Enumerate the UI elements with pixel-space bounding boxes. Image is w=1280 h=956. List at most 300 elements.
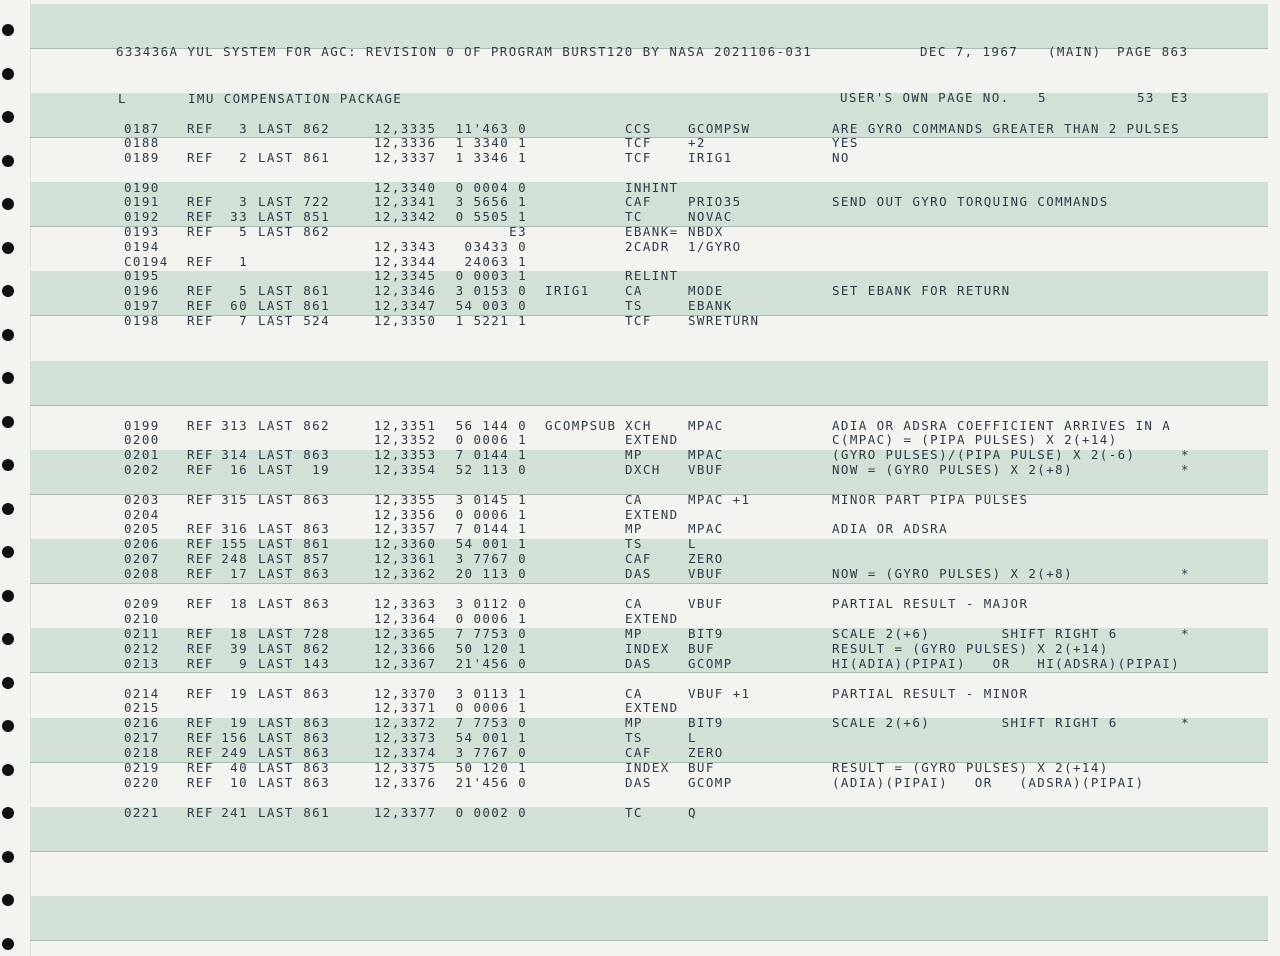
line-lastn: 861 [303,283,330,298]
line-refn: 155 [221,536,248,551]
line-word: 7 7753 0 [455,715,527,730]
line-refn: 241 [221,805,248,820]
line-word: 50 120 1 [455,641,527,656]
line-refn: 40 [230,760,248,775]
line-lastn: 863 [303,447,330,462]
line-refn: 5 [239,283,248,298]
line-refn: 39 [230,641,248,656]
line-seq: 0213 [124,656,160,671]
line-addr: 12,3377 [374,805,437,820]
line-addr: 12,3373 [374,730,437,745]
line-operand: PRIO35 [688,194,742,209]
line-addr: 12,3361 [374,551,437,566]
line-word: 52 113 0 [455,462,527,477]
line-word: 0 0006 1 [455,432,527,447]
band [30,896,1268,940]
line-seq: 0204 [124,507,160,522]
line-ref: REF [187,224,214,239]
line-refn: 9 [239,656,248,671]
tractor-hole [2,503,14,515]
line-star: * [1181,566,1190,581]
bank-number: 53 [1137,90,1155,105]
line-last: LAST [258,150,294,165]
tractor-hole [2,546,14,558]
line-comment: (ADIA)(PIPAI) OR (ADSRA)(PIPAI) [832,775,1145,790]
line-lastn: 863 [303,492,330,507]
line-addr: 12,3356 [374,507,437,522]
line-op: TS [625,298,643,313]
line-word: 0 0006 1 [455,611,527,626]
line-operand: EBANK [688,298,733,313]
line-seq: 0191 [124,194,160,209]
line-op: TC [625,805,643,820]
line-op: INDEX [625,760,670,775]
line-word: 7 0144 1 [455,447,527,462]
line-label: GCOMPSUB [545,418,617,433]
line-word: 24063 1 [464,254,527,269]
rule-line [30,940,1268,941]
line-seq: 0201 [124,447,160,462]
line-ref: REF [187,626,214,641]
tractor-hole [2,590,14,602]
line-last: LAST [258,283,294,298]
line-addr: 12,3337 [374,150,437,165]
line-last: LAST [258,462,294,477]
line-addr: 12,3355 [374,492,437,507]
line-ref: REF [187,656,214,671]
line-seq: 0190 [124,180,160,195]
line-op: CA [625,492,643,507]
line-word: 54 001 1 [455,730,527,745]
line-word: 20 113 0 [455,566,527,581]
line-word: 1 3346 1 [455,150,527,165]
tractor-hole [2,938,14,950]
line-op: RELINT [625,268,679,283]
band [30,361,1268,405]
line-addr: 12,3353 [374,447,437,462]
line-ref: REF [187,418,214,433]
line-addr: 12,3340 [374,180,437,195]
line-ref: REF [187,194,214,209]
line-refn: 2 [239,150,248,165]
line-ref: REF [187,313,214,328]
line-word: 21'456 0 [455,775,527,790]
line-op: XCH [625,418,652,433]
line-last: LAST [258,521,294,536]
tractor-hole [2,24,14,36]
line-star: * [1181,626,1190,641]
line-addr: 12,3351 [374,418,437,433]
line-seq: 0206 [124,536,160,551]
line-seq: 0200 [124,432,160,447]
line-last: LAST [258,566,294,581]
rule-line [30,405,1268,406]
line-refn: 313 [221,418,248,433]
line-last: LAST [258,418,294,433]
line-op: DAS [625,656,652,671]
line-word: 0 0004 0 [455,180,527,195]
line-addr: 12,3336 [374,135,437,150]
line-last: LAST [258,298,294,313]
line-op: TS [625,730,643,745]
tractor-hole [2,807,14,819]
line-lastn: 862 [303,121,330,136]
line-refn: 316 [221,521,248,536]
line-seq: 0208 [124,566,160,581]
line-comment: YES [832,135,859,150]
line-operand: MPAC [688,447,724,462]
line-ref: REF [187,447,214,462]
line-comment: SCALE 2(+6) SHIFT RIGHT 6 [832,626,1118,641]
line-addr: 12,3344 [374,254,437,269]
rule-line [30,851,1268,852]
line-lastn: 862 [303,418,330,433]
line-lastn: 863 [303,760,330,775]
tractor-hole [2,372,14,384]
band [30,4,1268,48]
line-lastn: 863 [303,566,330,581]
line-word: 54 003 0 [455,298,527,313]
line-op: 2CADR [625,239,670,254]
line-addr: 12,3346 [374,283,437,298]
line-op: TS [625,536,643,551]
line-refn: 18 [230,596,248,611]
line-lastn: 857 [303,551,330,566]
line-ref: REF [187,551,214,566]
line-operand: SWRETURN [688,313,760,328]
line-op: CAF [625,194,652,209]
line-seq: 0218 [124,745,160,760]
line-last: LAST [258,626,294,641]
line-lastn: 863 [303,596,330,611]
line-op: EXTEND [625,700,679,715]
line-seq: 0197 [124,298,160,313]
line-addr: 12,3345 [374,268,437,283]
line-operand: ZERO [688,745,724,760]
rule-line [30,583,1268,584]
line-op: EXTEND [625,432,679,447]
line-comment: ADIA OR ADSRA COEFFICIENT ARRIVES IN A [832,418,1172,433]
line-comment: RESULT = (GYRO PULSES) X 2(+14) [832,641,1109,656]
line-comment: (GYRO PULSES)/(PIPA PULSE) X 2(-6) [832,447,1136,462]
line-operand: MPAC [688,521,724,536]
line-comment: MINOR PART PIPA PULSES [832,492,1029,507]
line-word: 03433 0 [464,239,527,254]
line-operand: NBDX [688,224,724,239]
line-lastn: 143 [303,656,330,671]
line-last: LAST [258,745,294,760]
line-op: DAS [625,775,652,790]
line-word: 0 0006 1 [455,700,527,715]
line-seq: 0203 [124,492,160,507]
tractor-hole [2,242,14,254]
line-op: CAF [625,551,652,566]
line-comment: HI(ADIA)(PIPAI) OR HI(ADSRA)(PIPAI) [832,656,1181,671]
line-op: CCS [625,121,652,136]
line-ref: REF [187,775,214,790]
tractor-hole [2,416,14,428]
line-op: MP [625,447,643,462]
line-last: LAST [258,121,294,136]
line-operand: IRIG1 [688,150,733,165]
line-seq: 0209 [124,596,160,611]
line-word: 3 0153 0 [455,283,527,298]
tractor-hole [2,633,14,645]
line-ref: REF [187,596,214,611]
line-last: LAST [258,686,294,701]
line-ref: REF [187,745,214,760]
line-star: * [1181,715,1190,730]
line-refn: 16 [230,462,248,477]
line-comment: PARTIAL RESULT - MINOR [832,686,1029,701]
line-seq: 0215 [124,700,160,715]
line-word: 3 0113 1 [455,686,527,701]
line-addr: 12,3375 [374,760,437,775]
line-refn: 33 [230,209,248,224]
line-last: LAST [258,596,294,611]
line-operand: L [688,536,697,551]
line-addr: 12,3371 [374,700,437,715]
line-seq: 0193 [124,224,160,239]
line-seq: 0194 [124,239,160,254]
line-addr: 12,3370 [374,686,437,701]
user-page-label: USER'S OWN PAGE NO. [840,90,1010,105]
line-seq: 0210 [124,611,160,626]
line-operand: MODE [688,283,724,298]
line-lastn: 862 [303,224,330,239]
line-ref: REF [187,566,214,581]
tractor-hole [2,894,14,906]
line-addr: 12,3352 [374,432,437,447]
line-operand: L [688,730,697,745]
line-op: MP [625,715,643,730]
line-operand: VBUF [688,566,724,581]
line-label: IRIG1 [545,283,590,298]
line-lastn: 863 [303,715,330,730]
rule-line [30,672,1268,673]
line-seq: 0202 [124,462,160,477]
line-comment: NOW = (GYRO PULSES) X 2(+8) [832,462,1073,477]
line-operand: VBUF +1 [688,686,751,701]
line-seq: 0198 [124,313,160,328]
user-page-number: 5 [1038,90,1047,105]
line-addr: 12,3335 [374,121,437,136]
line-lastn: 19 [312,462,330,477]
line-lastn: 861 [303,298,330,313]
line-ref: REF [187,521,214,536]
line-op: EXTEND [625,507,679,522]
line-last: LAST [258,536,294,551]
line-addr: 12,3342 [374,209,437,224]
line-operand: ZERO [688,551,724,566]
line-seq: 0207 [124,551,160,566]
line-lastn: 861 [303,805,330,820]
line-ref: REF [187,283,214,298]
line-op: TCF [625,150,652,165]
line-operand: GCOMP [688,775,733,790]
line-last: LAST [258,492,294,507]
line-addr: 12,3365 [374,626,437,641]
tractor-hole [2,111,14,123]
line-addr: 12,3372 [374,715,437,730]
line-ref: REF [187,150,214,165]
line-addr: 12,3343 [374,239,437,254]
line-refn: 17 [230,566,248,581]
tractor-hole [2,764,14,776]
line-lastn: 863 [303,745,330,760]
line-ref: REF [187,715,214,730]
line-refn: 1 [239,254,248,269]
listing-branch: (MAIN) [1048,44,1102,59]
tractor-hole [2,329,14,341]
line-word: 3 5656 1 [455,194,527,209]
line-refn: 3 [239,194,248,209]
line-seq: 0188 [124,135,160,150]
line-word: 54 001 1 [455,536,527,551]
line-word: E3 [509,224,527,239]
line-operand: MPAC [688,418,724,433]
line-addr: 12,3364 [374,611,437,626]
line-seq: 0196 [124,283,160,298]
line-addr: 12,3341 [374,194,437,209]
line-comment: RESULT = (GYRO PULSES) X 2(+14) [832,760,1109,775]
line-comment: ARE GYRO COMMANDS GREATER THAN 2 PULSES [832,121,1181,136]
line-refn: 19 [230,686,248,701]
line-seq: 0214 [124,686,160,701]
rule-line [30,494,1268,495]
ebank-number: E3 [1171,90,1189,105]
line-last: LAST [258,760,294,775]
tractor-hole [2,677,14,689]
line-word: 50 120 1 [455,760,527,775]
line-seq: C0194 [124,254,169,269]
line-seq: 0187 [124,121,160,136]
line-op: MP [625,521,643,536]
line-word: 11'463 0 [455,121,527,136]
line-last: LAST [258,805,294,820]
line-seq: 0189 [124,150,160,165]
listing-date: DEC 7, 1967 [920,44,1019,59]
line-op: EXTEND [625,611,679,626]
line-operand: BUF [688,641,715,656]
line-ref: REF [187,686,214,701]
line-ref: REF [187,492,214,507]
line-op: EBANK= [625,224,679,239]
line-refn: 60 [230,298,248,313]
line-lastn: 722 [303,194,330,209]
line-seq: 0211 [124,626,160,641]
line-operand: +2 [688,135,706,150]
line-op: CA [625,596,643,611]
line-ref: REF [187,730,214,745]
line-refn: 315 [221,492,248,507]
line-seq: 0216 [124,715,160,730]
listing-title: 633436A YUL SYSTEM FOR AGC: REVISION 0 OF PROGRAM BURST120 BY NASA 2021106-031 [116,44,813,59]
line-lastn: 851 [303,209,330,224]
line-last: LAST [258,224,294,239]
line-seq: 0205 [124,521,160,536]
line-refn: 156 [221,730,248,745]
line-op: INHINT [625,180,679,195]
line-lastn: 861 [303,536,330,551]
line-operand: MPAC +1 [688,492,751,507]
line-operand: 1/GYRO [688,239,742,254]
line-addr: 12,3366 [374,641,437,656]
line-star: * [1181,447,1190,462]
line-word: 1 3340 1 [455,135,527,150]
line-comment: SET EBANK FOR RETURN [832,283,1011,298]
line-addr: 12,3363 [374,596,437,611]
subheader-marker: L [118,91,127,106]
line-op: TCF [625,135,652,150]
line-operand: VBUF [688,596,724,611]
page-number: PAGE 863 [1117,44,1189,59]
line-star: * [1181,462,1190,477]
tractor-hole [2,155,14,167]
line-addr: 12,3360 [374,536,437,551]
tractor-hole [2,198,14,210]
line-word: 56 144 0 [455,418,527,433]
line-ref: REF [187,805,214,820]
line-ref: REF [187,254,214,269]
line-last: LAST [258,209,294,224]
line-lastn: 861 [303,150,330,165]
line-refn: 19 [230,715,248,730]
line-operand: NOVAC [688,209,733,224]
line-word: 3 0145 1 [455,492,527,507]
line-seq: 0219 [124,760,160,775]
line-last: LAST [258,730,294,745]
line-operand: BUF [688,760,715,775]
line-comment: ADIA OR ADSRA [832,521,949,536]
line-refn: 7 [239,313,248,328]
line-word: 3 7767 0 [455,745,527,760]
line-op: CA [625,283,643,298]
line-addr: 12,3367 [374,656,437,671]
line-refn: 5 [239,224,248,239]
line-lastn: 862 [303,641,330,656]
line-operand: BIT9 [688,626,724,641]
line-ref: REF [187,536,214,551]
tractor-hole [2,68,14,80]
line-op: CA [625,686,643,701]
line-word: 7 7753 0 [455,626,527,641]
line-ref: REF [187,209,214,224]
line-refn: 249 [221,745,248,760]
line-last: LAST [258,551,294,566]
line-operand: BIT9 [688,715,724,730]
line-word: 7 0144 1 [455,521,527,536]
line-op: DAS [625,566,652,581]
section-title: IMU COMPENSATION PACKAGE [188,91,403,106]
tractor-hole [2,851,14,863]
line-op: TC [625,209,643,224]
line-lastn: 728 [303,626,330,641]
line-word: 3 0112 0 [455,596,527,611]
line-addr: 12,3376 [374,775,437,790]
line-comment: SCALE 2(+6) SHIFT RIGHT 6 [832,715,1118,730]
line-operand: VBUF [688,462,724,477]
line-op: INDEX [625,641,670,656]
line-last: LAST [258,194,294,209]
line-last: LAST [258,775,294,790]
line-word: 0 0002 0 [455,805,527,820]
line-word: 1 5221 1 [455,313,527,328]
line-operand: GCOMP [688,656,733,671]
line-comment: PARTIAL RESULT - MAJOR [832,596,1029,611]
line-ref: REF [187,760,214,775]
line-lastn: 863 [303,730,330,745]
